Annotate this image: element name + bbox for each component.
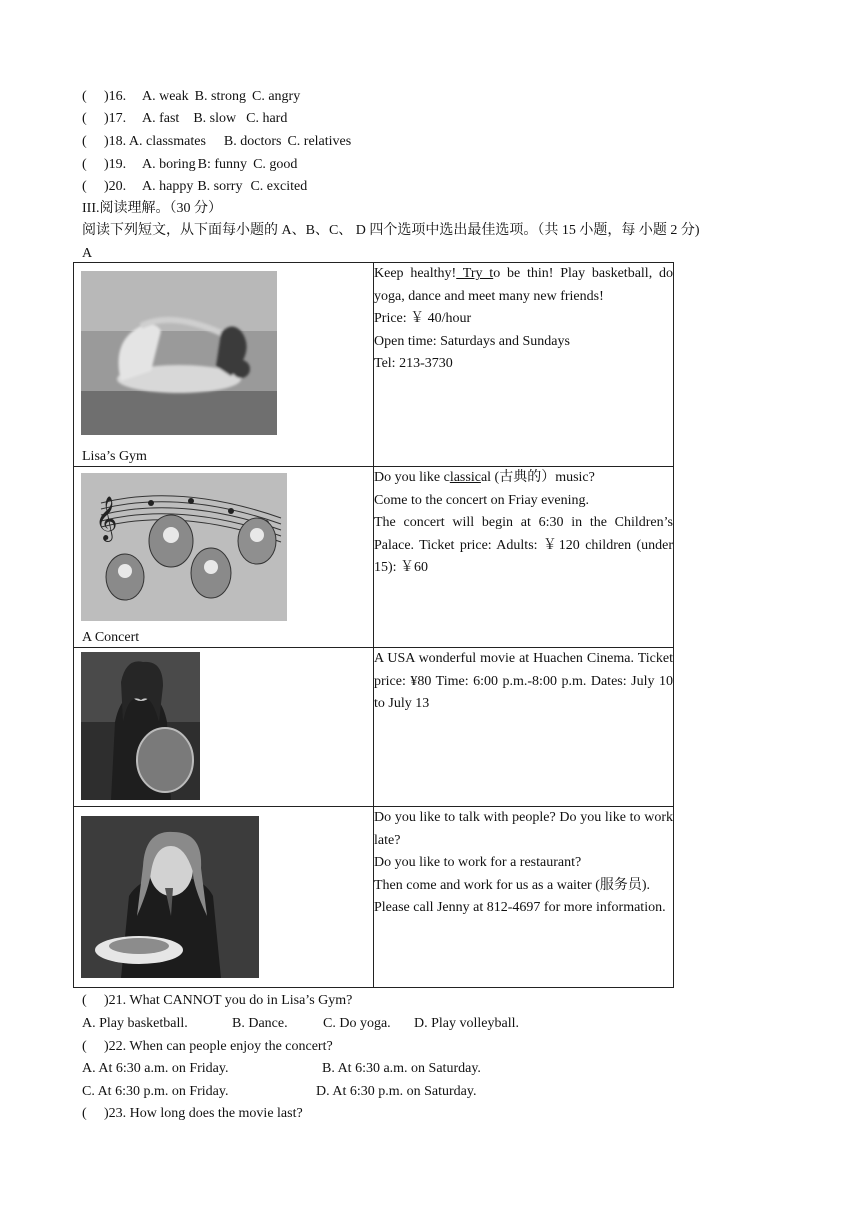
gym-tel: Tel: 213-3730 [374, 356, 453, 371]
movie-poster-image [81, 652, 200, 800]
waiter-offer: Then come and work for us as a waiter (服务员). [374, 877, 651, 893]
gym-intro: Keep healthy! Try to be thin! Play basketball, do yoga, dance and meet many new friends! [374, 266, 673, 304]
gym-open-time: Open time: Saturdays and Sundays [374, 333, 570, 349]
waiter-q1: Do you like to talk with people? Do you like to work late? [374, 810, 673, 848]
concert-details: The concert will begin at 6:30 in the Children’s Palace. Ticket price: Adults: ￥120 children (under 15): ￥60 [374, 515, 673, 575]
question-20: ( )20. A. happy B. sorry C. excited [82, 179, 308, 194]
question-19: ( )19. A. boring B: funny C. good [82, 157, 298, 172]
waiter-contact: Please call Jenny at 812-4697 for more information. [374, 900, 666, 915]
movie-details: A USA wonderful movie at Huachen Cinema. Ticket price: ¥80 Time: 6:00 p.m.-8:00 p.m. Dates: July 10 to July 13 [374, 651, 673, 711]
question-18: ( )18. A. classmates B. doctors C. relatives [82, 134, 352, 149]
section-title: III.阅读理解。（30 分） [82, 201, 222, 216]
waiter-image-cell [74, 807, 374, 988]
question-22-options-ab: A. At 6:30 a.m. on Friday. B. At 6:30 a.m. on Saturday. [82, 1061, 481, 1076]
concert-caption: A Concert [82, 630, 140, 645]
passage-label: A [82, 246, 93, 261]
gym-caption: Lisa’s Gym [82, 449, 147, 464]
question-21: ( )21. What CANNOT you do in Lisa’s Gym? [82, 993, 353, 1008]
ads-table [73, 262, 674, 988]
waiter-q2: Do you like to work for a restaurant? [374, 855, 582, 870]
question-23: ( )23. How long does the movie last? [82, 1106, 303, 1121]
question-22-options-cd: C. At 6:30 p.m. on Friday. D. At 6:30 p.m. on Saturday. [82, 1084, 477, 1099]
concert-text [374, 467, 674, 648]
music-composers-image [81, 473, 287, 621]
movie-text [374, 648, 674, 807]
concert-when: Come to the concert on Friay evening. [374, 492, 589, 508]
gym-price: Price: ￥ 40/hour [374, 311, 472, 326]
waiter-text [374, 807, 674, 988]
concert-image-cell [74, 467, 374, 648]
ad-row-waiter [74, 807, 674, 988]
concert-intro: Do you like classical (古典的）music? [374, 470, 595, 485]
yoga-woman-image [81, 271, 277, 435]
movie-image-cell [74, 648, 374, 807]
section-instruction: 阅读下列短文，从下面每小题的 A、B、C、 D 四个选项中选出最佳选项。（共 15 小题，每 小题 2 分) [82, 223, 700, 238]
question-16: ( )16. A. weak B. strong C. angry [82, 89, 301, 104]
ad-row-movie [74, 648, 674, 807]
gym-image-cell [74, 263, 374, 467]
waitress-image [81, 816, 259, 978]
ad-row-gym [74, 263, 674, 467]
question-21-options: A. Play basketball. B. Dance. C. Do yoga. D. Play volleyball. [82, 1016, 519, 1031]
svg-text:𝄞: 𝄞 [95, 496, 118, 540]
gym-text [374, 263, 674, 467]
question-17: ( )17. A. fast B. slow C. hard [82, 111, 288, 126]
ad-row-concert [74, 467, 674, 648]
question-22: ( )22. When can people enjoy the concert? [82, 1039, 333, 1054]
